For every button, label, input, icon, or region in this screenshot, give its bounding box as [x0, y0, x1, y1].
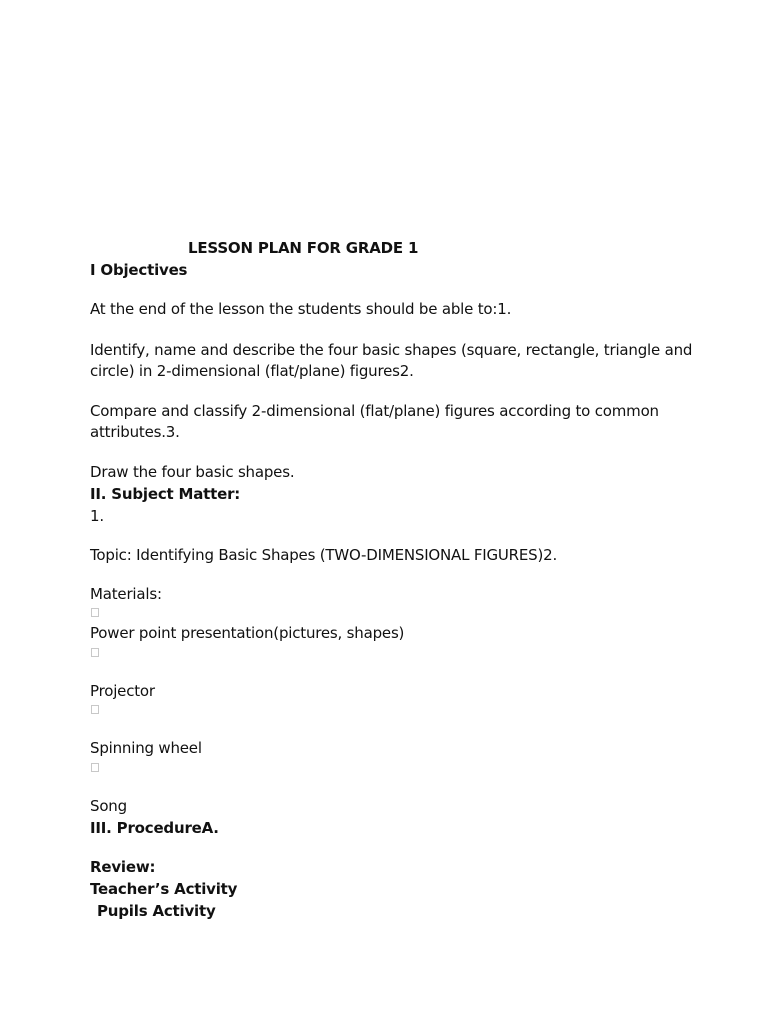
material-item: Spinning wheel: [90, 739, 202, 757]
objective-2-line-1: Compare and classify 2-dimensional (flat/plane) figures according to common: [90, 402, 659, 420]
objective-1-line-1: Identify, name and describe the four basic shapes (square, rectangle, triangle and: [90, 341, 693, 359]
procedure-heading: III. ProcedureA.: [90, 819, 219, 837]
material-item: Power point presentation(pictures, shapes): [90, 624, 405, 642]
subject-matter-heading: II. Subject Matter:: [90, 485, 241, 503]
bullet-box-icon: [91, 763, 99, 772]
bullet-box-icon: [91, 608, 99, 617]
pupils-activity-label: Pupils Activity: [97, 902, 216, 920]
objectives-intro: At the end of the lesson the students should be able to:1.: [90, 300, 512, 318]
objective-2-line-2: attributes.3.: [90, 423, 180, 441]
teacher-activity-label: Teacher’s Activity: [90, 880, 238, 898]
topic-line: Topic: Identifying Basic Shapes (TWO-DIMENSIONAL FIGURES)2.: [90, 546, 558, 564]
document-title: LESSON PLAN FOR GRADE 1: [188, 239, 419, 257]
subject-matter-number: 1.: [90, 507, 104, 525]
objectives-heading: I Objectives: [90, 261, 188, 279]
objective-1-line-2: circle) in 2-dimensional (flat/plane) figures2.: [90, 362, 414, 380]
materials-label: Materials:: [90, 585, 162, 603]
bullet-box-icon: [91, 705, 99, 714]
bullet-box-icon: [91, 648, 99, 657]
material-item: Projector: [90, 682, 155, 700]
material-item: Song: [90, 797, 127, 815]
review-heading: Review:: [90, 858, 156, 876]
objective-3: Draw the four basic shapes.: [90, 463, 295, 481]
